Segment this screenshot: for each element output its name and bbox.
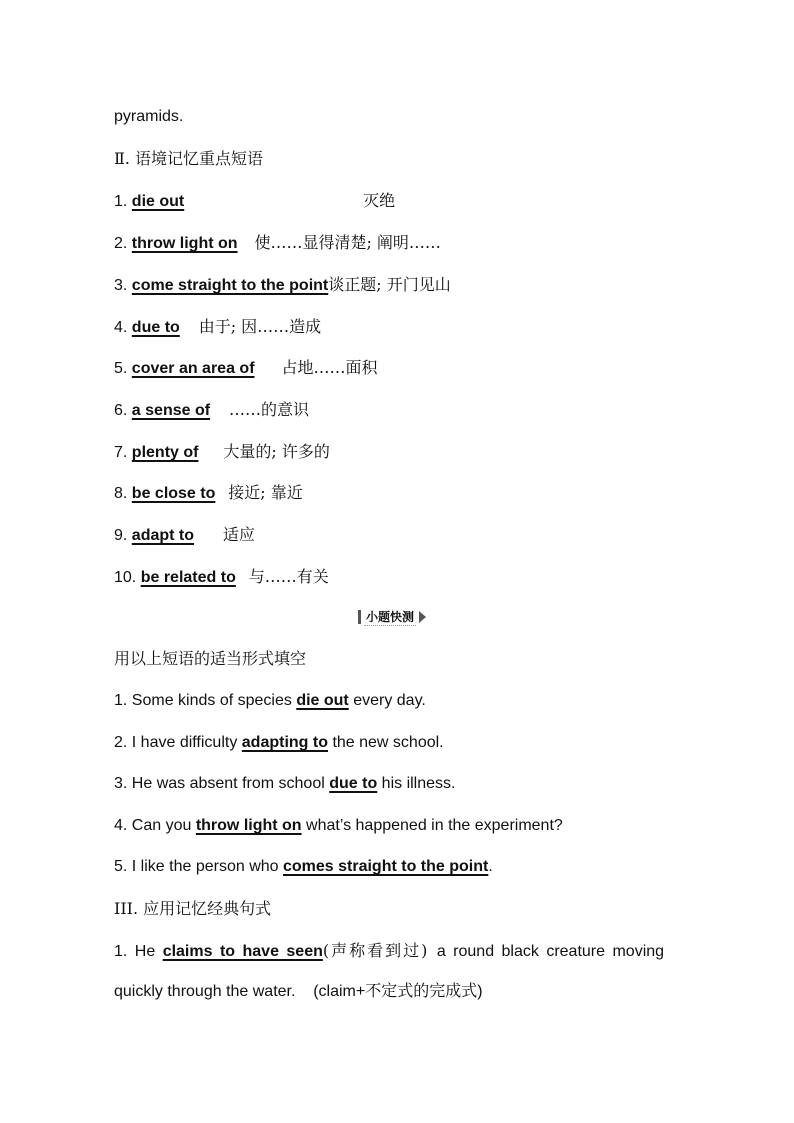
phrase-text: adapt to xyxy=(131,527,195,544)
quiz-answer: adapting to xyxy=(241,734,328,751)
phrase-meaning: 谈正题; 开门见山 xyxy=(328,275,451,294)
phrase-number: 1. xyxy=(114,193,128,210)
quiz-item xyxy=(114,690,426,712)
quiz-item xyxy=(114,732,444,754)
phrase-text: due to xyxy=(131,319,180,336)
quiz-answer: throw light on xyxy=(195,817,302,834)
quiz-answer: due to xyxy=(329,775,378,792)
phrase-number: 10. xyxy=(114,569,137,586)
sentence-line-2: quickly through the water. (claim+不定式的完成式) xyxy=(114,983,483,1000)
phrase-meaning: 灭绝 xyxy=(363,191,396,210)
quiz-item-text: 4. Can you xyxy=(114,817,196,834)
phrase-item xyxy=(114,316,321,339)
quiz-item-text: 2. I have difficulty xyxy=(114,734,242,751)
phrase-number: 5. xyxy=(114,360,128,377)
phrase-meaning: 由于; 因……造成 xyxy=(198,317,322,336)
quiz-item-text: every day. xyxy=(348,692,426,709)
top-fragment: pyramids. xyxy=(114,108,184,125)
section3-heading: III. 应用记忆经典句式 xyxy=(114,899,272,918)
phrase-text: come straight to the point xyxy=(131,277,329,294)
section2-heading: Ⅱ. 语境记忆重点短语 xyxy=(114,149,264,168)
phrase-item xyxy=(114,399,309,422)
badge-bar-icon xyxy=(358,610,361,624)
quiz-answer: comes straight to the point xyxy=(282,858,489,875)
phrase-meaning: 接近; 靠近 xyxy=(228,483,303,502)
quiz-item xyxy=(114,856,493,878)
sentence-answer: claims to have seen xyxy=(162,943,323,960)
quiz-item-text: his illness. xyxy=(377,775,456,792)
phrase-meaning: 适应 xyxy=(222,525,255,544)
phrase-number: 4. xyxy=(114,319,128,336)
phrase-meaning: 大量的; 许多的 xyxy=(223,442,330,461)
quiz-item-text: 5. I like the person who xyxy=(114,858,283,875)
phrase-text: a sense of xyxy=(131,402,211,419)
phrase-number: 9. xyxy=(114,527,128,544)
phrase-item xyxy=(114,274,451,297)
phrase-meaning: ……的意识 xyxy=(228,400,309,419)
phrase-item xyxy=(114,441,330,464)
quiz-item-text: 3. He was absent from school xyxy=(114,775,330,792)
phrase-item xyxy=(114,232,441,255)
phrase-meaning: 与……有关 xyxy=(248,567,329,586)
phrase-text: cover an area of xyxy=(131,360,255,377)
phrase-item xyxy=(114,357,377,380)
quiz-badge xyxy=(358,608,426,626)
phrase-item xyxy=(114,524,255,547)
phrase-item xyxy=(114,482,303,505)
quiz-item-text: what’s happened in the experiment? xyxy=(301,817,563,834)
phrase-text: die out xyxy=(131,193,185,210)
phrase-number: 7. xyxy=(114,444,128,461)
phrase-number: 6. xyxy=(114,402,128,419)
phrase-item xyxy=(114,190,395,213)
phrase-item xyxy=(114,566,329,589)
quiz-item xyxy=(114,773,455,795)
phrase-meaning: 占地……面积 xyxy=(281,358,378,377)
phrase-meaning: 使……显得清楚; 阐明…… xyxy=(254,233,441,252)
badge-arrow-icon xyxy=(419,611,426,623)
quiz-item-text: the new school. xyxy=(328,734,444,751)
sentence-gloss: (声称看到过) xyxy=(322,941,430,960)
phrase-number: 8. xyxy=(114,485,128,502)
sentence-line-1 xyxy=(114,940,664,963)
phrase-text: plenty of xyxy=(131,444,199,461)
phrase-text: be related to xyxy=(140,569,236,586)
quiz-answer: die out xyxy=(296,692,349,709)
phrase-number: 2. xyxy=(114,235,128,252)
quiz-item-text: . xyxy=(488,858,493,875)
quiz-item xyxy=(114,815,563,837)
phrase-text: throw light on xyxy=(131,235,238,252)
sentence-text: 1. He xyxy=(114,943,163,960)
quiz-badge-label: 小题快测 xyxy=(366,610,415,624)
sentence-text: a round black creature moving xyxy=(429,943,665,960)
phrase-text: be close to xyxy=(131,485,216,502)
quiz-item-text: 1. Some kinds of species xyxy=(114,692,297,709)
quiz-instruction: 用以上短语的适当形式填空 xyxy=(114,649,307,668)
phrase-number: 3. xyxy=(114,277,128,294)
